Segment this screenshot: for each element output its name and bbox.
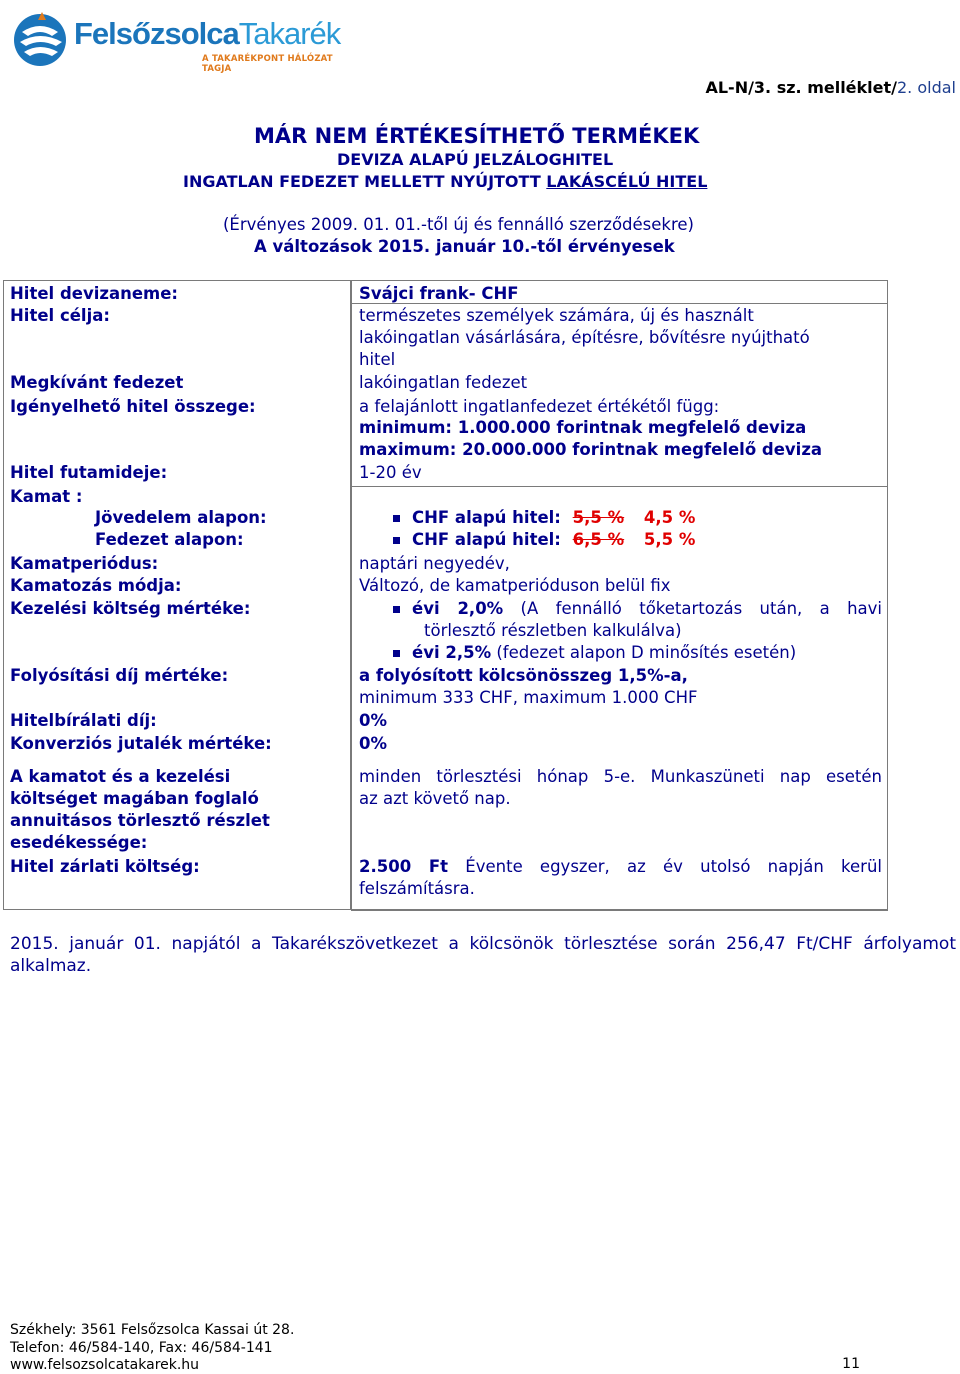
logo-globe-icon: [12, 10, 72, 70]
label-conversion-fee: Konverziós jutalék mértéke:: [10, 734, 272, 753]
value-income-rate: [393, 507, 695, 529]
rate-label: CHF alapú hitel:: [412, 530, 561, 549]
label-amount: Igényelhető hitel összege:: [10, 397, 256, 416]
value-interest-period: naptári negyedév,: [359, 554, 510, 573]
label-interest-type: Kamatozás módja:: [10, 576, 182, 595]
main-title: MÁR NEM ÉRTÉKESÍTHETŐ TERMÉKEK: [254, 124, 700, 148]
value-purpose-3: hitel: [359, 350, 396, 369]
value-handling-fee-cont: törlesztő részletben kalkulálva): [424, 621, 682, 640]
value-interest-type: Változó, de kamatperióduson belül fix: [359, 576, 671, 595]
footer-phone: Telefon: 46/584-140, Fax: 46/584-141: [10, 1340, 273, 1356]
logo-brand: Felsőzsolca: [74, 16, 239, 51]
label-interest-period: Kamatperiódus:: [10, 554, 159, 573]
value-purpose-1: természetes személyek számára, új és használt: [359, 306, 754, 325]
bullet-icon: [393, 537, 400, 544]
handling-fee-rate: évi 2,5%: [412, 643, 492, 662]
value-disbursement-fee-2: minimum 333 CHF, maximum 1.000 CHF: [359, 688, 698, 707]
value-due-date-2: az azt követő nap.: [359, 789, 511, 808]
exchange-rate-note: 2015. január 01. napjától a Takarékszövetkezet a kölcsönök törlesztése során 256,47 Ft/CHF árfolyamot alkalmaz.: [10, 934, 956, 976]
annex-page: 2. oldal: [897, 78, 956, 97]
value-collateral-rate: [393, 529, 695, 551]
subtitle-collateral-text: INGATLAN FEDEZET MELLETT NYÚJTOTT: [183, 172, 547, 191]
subtitle-collateral: [183, 172, 707, 191]
validity-note: (Érvényes 2009. 01. 01.-től új és fennálló szerződésekre): [223, 215, 694, 234]
handling-fee-desc: (fedezet alapon D minősítés esetén): [491, 643, 797, 662]
label-collateral-based: Fedezet alapon:: [95, 530, 244, 549]
value-amount-desc: a felajánlott ingatlanfedezet értékétől függ:: [359, 397, 720, 416]
value-conversion-fee: 0%: [359, 734, 388, 753]
bullet-icon: [393, 515, 400, 522]
value-disbursement-fee-1: a folyósított kölcsönösszeg 1,5%-a,: [359, 666, 688, 685]
value-collateral: lakóingatlan fedezet: [359, 373, 528, 392]
changes-note: A változások 2015. január 10.-től érvényesek: [254, 237, 675, 256]
value-due-date-1: minden törlesztési hónap 5-e. Munkaszüneti nap esetén: [359, 767, 882, 786]
value-amount-max: maximum: 20.000.000 forintnak megfelelő deviza: [359, 440, 823, 459]
company-logo: [12, 2, 357, 74]
value-closing-fee-2: felszámításra.: [359, 879, 475, 898]
label-assessment-fee: Hitelbírálati díj:: [10, 711, 157, 730]
closing-fee-desc: Évente egyszer, az év utolsó napján kerül: [448, 857, 882, 876]
value-handling-fee-1: [393, 598, 882, 620]
value-currency: Svájci frank- CHF: [359, 284, 519, 303]
value-closing-fee-1: [359, 856, 882, 878]
annex-reference: [705, 78, 956, 97]
value-amount-min: minimum: 1.000.000 forintnak megfelelő deviza: [359, 418, 807, 437]
bullet-icon: [393, 606, 400, 613]
new-rate: 4,5 %: [643, 508, 696, 527]
label-installment-due-3: annuitásos törlesztő részlet: [10, 811, 270, 830]
label-installment-due-2: költséget magában foglaló: [10, 789, 259, 808]
value-purpose-2: lakóingatlan vásárlására, építésre, bővítésre nyújtható: [359, 328, 810, 347]
footer-address: Székhely: 3561 Felsőzsolca Kassai út 28.: [10, 1322, 295, 1338]
label-collateral: Megkívánt fedezet: [10, 373, 184, 392]
label-installment-due-1: A kamatot és a kezelési: [10, 767, 231, 786]
old-rate: 5,5 %: [572, 508, 625, 527]
value-handling-fee-2: [393, 642, 796, 664]
label-installment-due-4: esedékessége:: [10, 833, 148, 852]
logo-subtitle: A TAKARÉKPONT HÁLÓZAT TAGJA: [202, 54, 333, 74]
label-handling-fee: Kezelési költség mértéke:: [10, 599, 251, 618]
page-number: 11: [842, 1356, 860, 1372]
value-assessment-fee: 0%: [359, 711, 388, 730]
subtitle-product: DEVIZA ALAPÚ JELZÁLOGHITEL: [337, 150, 614, 169]
label-term: Hitel futamideje:: [10, 463, 168, 482]
label-interest: Kamat :: [10, 487, 83, 506]
subtitle-purpose: LAKÁSCÉLÚ HITEL: [546, 172, 708, 191]
footer-website[interactable]: www.felsozsolcatakarek.hu: [10, 1357, 200, 1373]
label-currency: Hitel devizaneme:: [10, 284, 179, 303]
label-disbursement-fee: Folyósítási díj mértéke:: [10, 666, 229, 685]
value-term: 1-20 év: [359, 463, 422, 482]
label-income-based: Jövedelem alapon:: [95, 508, 267, 527]
closing-fee-amount: 2.500 Ft: [359, 857, 449, 876]
old-rate: 6,5 %: [572, 530, 625, 549]
handling-fee-desc: (A fennálló tőketartozás után, a havi: [503, 599, 883, 618]
label-closing-fee: Hitel zárlati költség:: [10, 857, 200, 876]
bullet-icon: [393, 650, 400, 657]
handling-fee-rate: évi 2,0%: [412, 599, 504, 618]
new-rate: 5,5 %: [643, 530, 696, 549]
logo-brand-accent: Takarék: [238, 16, 341, 51]
annex-code: AL-N/3. sz. melléklet/: [705, 78, 897, 97]
rate-label: CHF alapú hitel:: [412, 508, 561, 527]
label-purpose: Hitel célja:: [10, 306, 110, 325]
